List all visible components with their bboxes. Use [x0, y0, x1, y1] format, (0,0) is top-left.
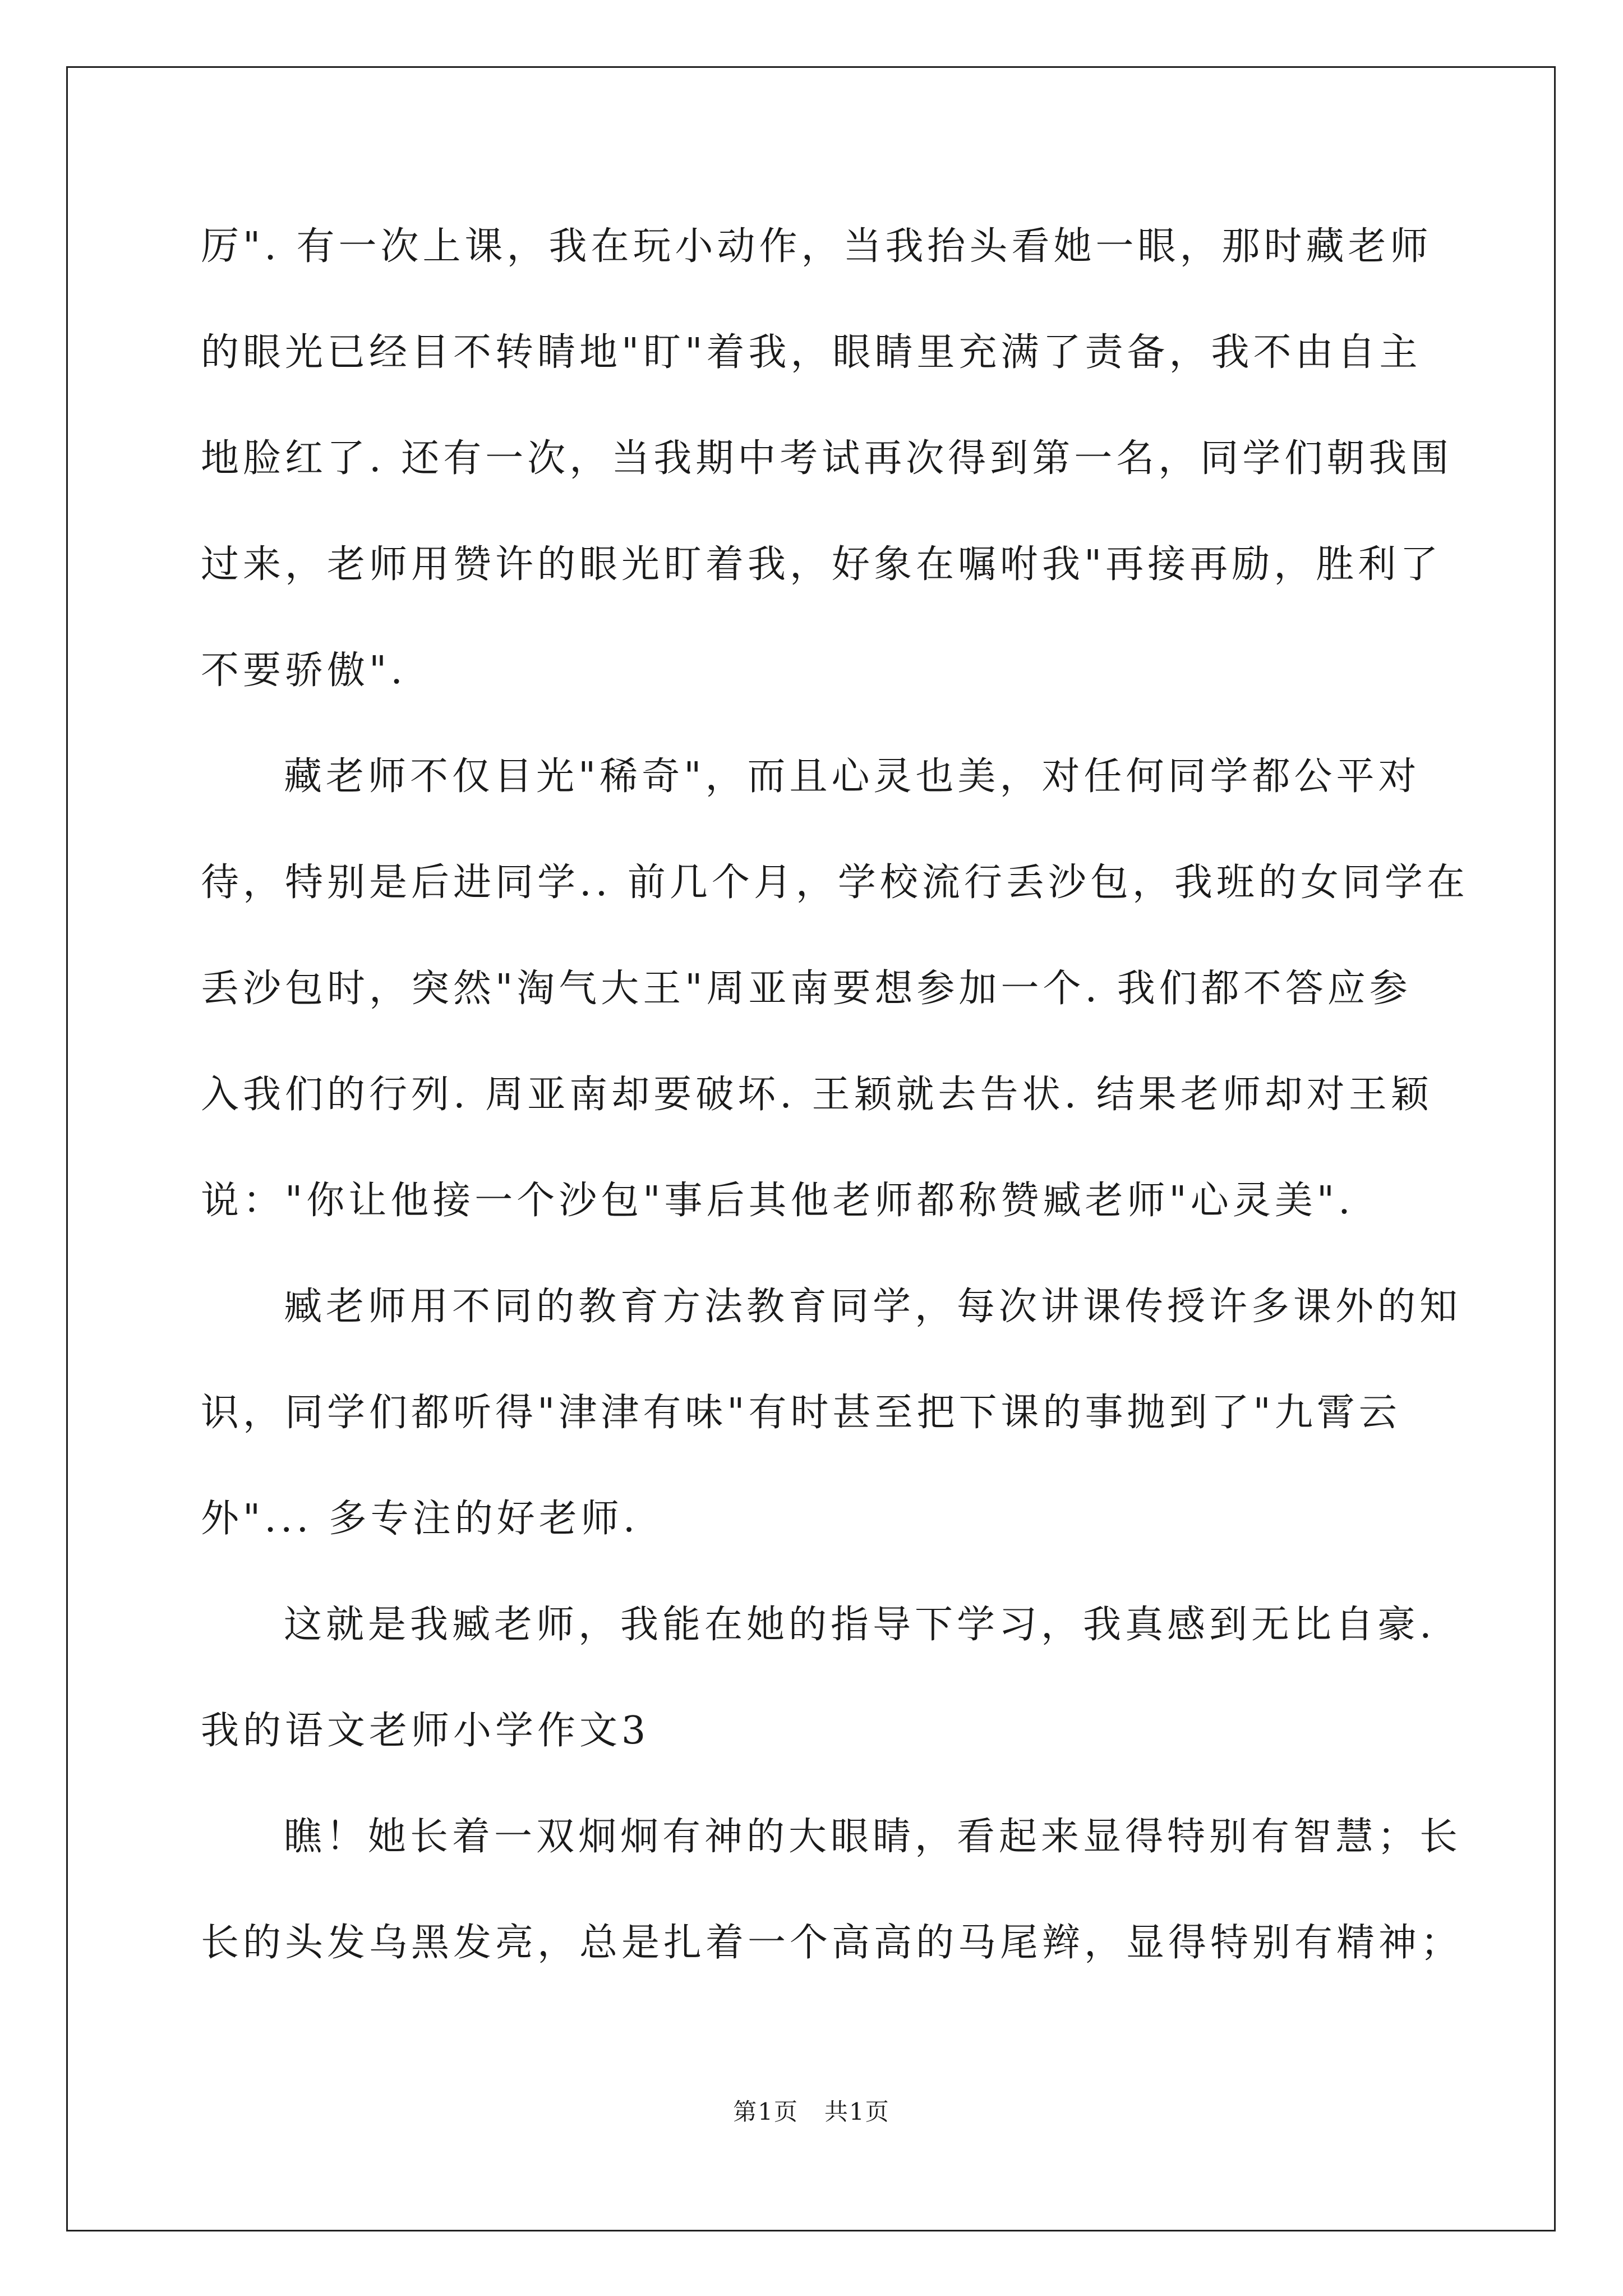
text-line: 地脸红了. 还有一次，当我期中考试再次得到第一名，同学们朝我围	[201, 436, 1453, 481]
text-line: 外"... 多专注的好老师.	[201, 1497, 639, 1541]
text-line: 待，特别是后进同学.. 前几个月，学校流行丢沙包，我班的女同学在	[201, 861, 1469, 905]
paragraph-start-line: 瞧！她长着一双炯炯有神的大眼睛，看起来显得特别有智慧；长	[284, 1815, 1462, 1859]
page-footer: 第1页 共1页	[733, 2098, 890, 2125]
text-line: 厉". 有一次上课，我在玩小动作，当我抬头看她一眼，那时藏老师	[201, 224, 1432, 269]
paragraph-start-line: 臧老师用不同的教育方法教育同学，每次讲课传授许多课外的知	[284, 1285, 1462, 1329]
paragraph-start-line: 这就是我臧老师，我能在她的指导下学习，我真感到无比自豪.	[284, 1603, 1436, 1647]
section-heading: 我的语文老师小学作文3	[201, 1709, 650, 1753]
document-body	[201, 194, 1469, 1996]
text-line: 不要骄傲".	[201, 648, 407, 693]
text-line: 过来，老师用赞许的眼光盯着我，好象在嘱咐我"再接再励，胜利了	[201, 542, 1442, 587]
text-line: 的眼光已经目不转睛地"盯"着我，眼睛里充满了责备，我不由自主	[201, 330, 1422, 375]
text-line: 说："你让他接一个沙包"事后其他老师都称赞臧老师"心灵美".	[201, 1179, 1354, 1223]
text-line: 丢沙包时，突然"淘气大王"周亚南要想参加一个. 我们都不答应参	[201, 967, 1412, 1011]
text-line: 长的头发乌黑发亮，总是扎着一个高高的马尾辫，显得特别有精神；	[201, 1921, 1463, 1965]
text-line: 识，同学们都听得"津津有味"有时甚至把下课的事抛到了"九霄云	[201, 1391, 1401, 1435]
paragraph-start-line: 藏老师不仅目光"稀奇"，而且心灵也美，对任何同学都公平对	[284, 754, 1421, 799]
text-line: 入我们的行列. 周亚南却要破坏. 王颖就去告状. 结果老师却对王颖	[201, 1073, 1433, 1117]
